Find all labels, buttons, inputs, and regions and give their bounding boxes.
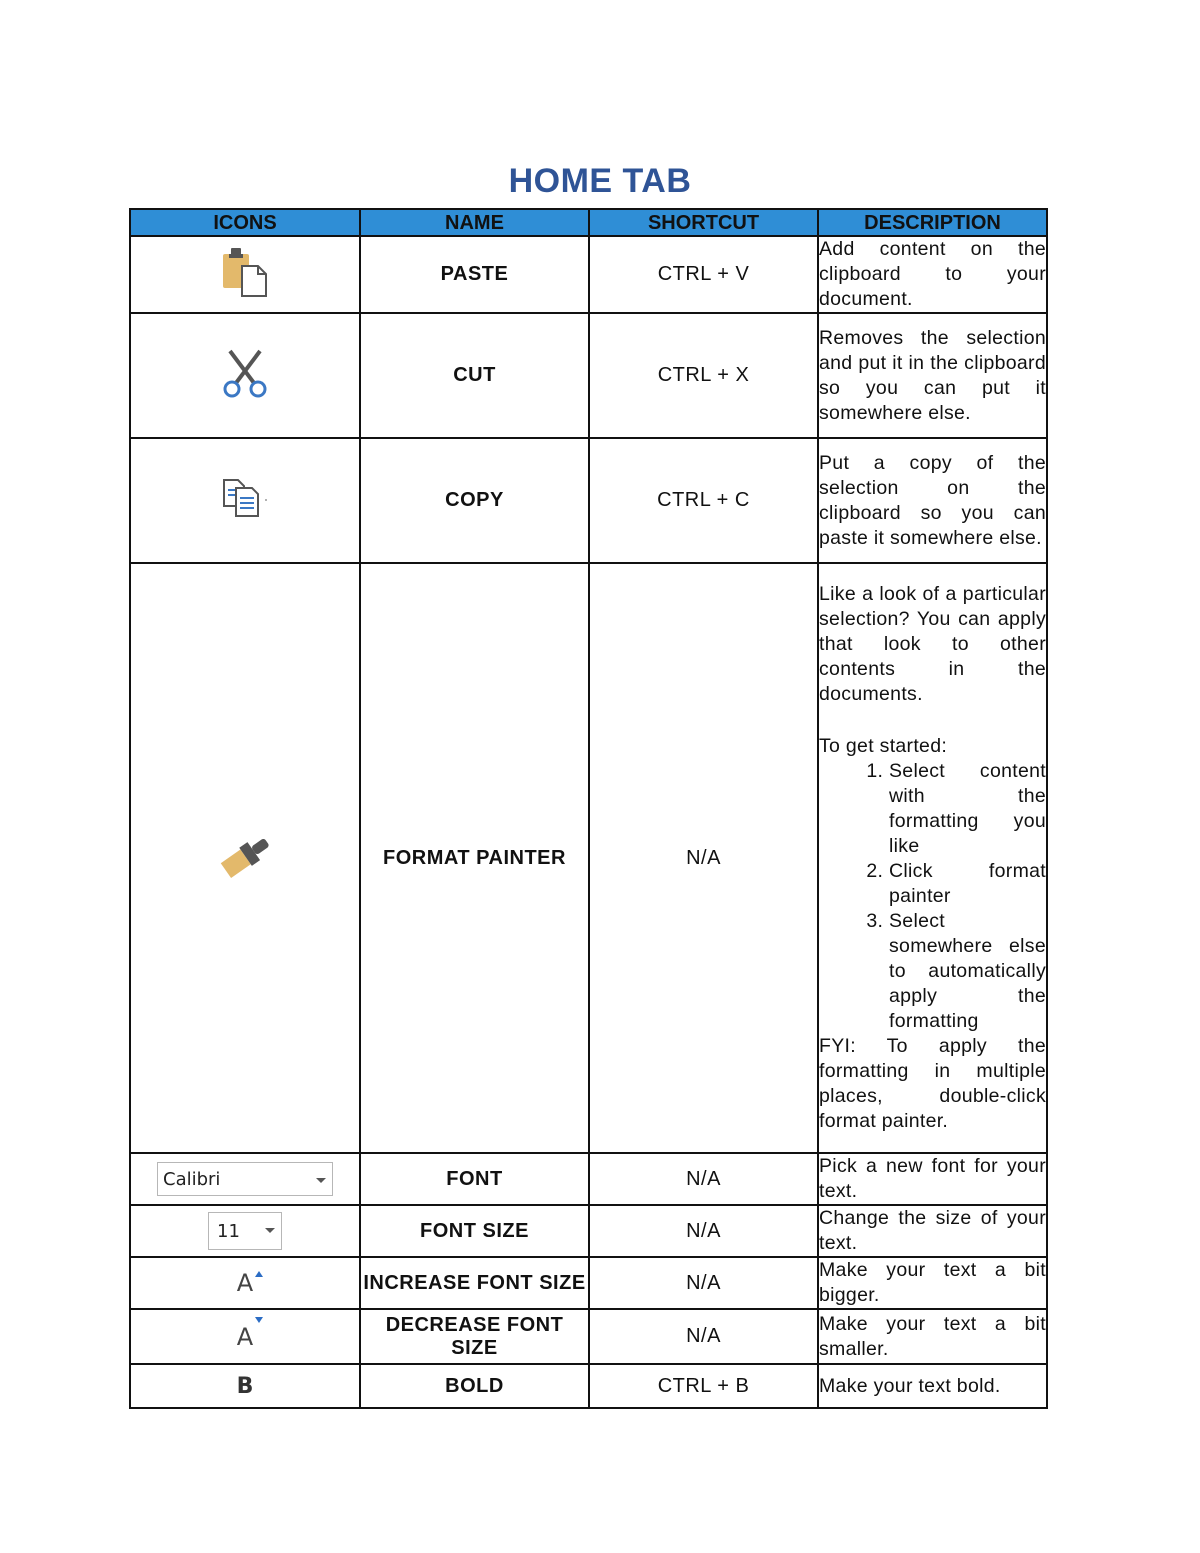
increase-font-icon xyxy=(237,1269,253,1297)
row-description: Put a copy of the selection on the clipboard so you can paste it somewhere else. xyxy=(818,438,1047,563)
icon-cell xyxy=(130,236,360,313)
table-row xyxy=(130,438,1047,563)
row-name: FONT xyxy=(360,1153,589,1205)
table-row xyxy=(130,1153,1047,1205)
decrease-font-glyph: A xyxy=(236,1322,254,1351)
copy-icon xyxy=(220,478,270,518)
bold-icon: B xyxy=(236,1373,254,1399)
font-size-dropdown xyxy=(208,1212,282,1250)
row-name: DECREASE FONT SIZE xyxy=(360,1309,589,1364)
table-row xyxy=(130,236,1047,313)
table-row xyxy=(130,1257,1047,1309)
row-name: CUT xyxy=(360,313,589,438)
icon-cell xyxy=(130,1205,360,1257)
row-name: INCREASE FONT SIZE xyxy=(360,1257,589,1309)
format-painter-icon xyxy=(215,830,275,882)
header-icons: ICONS xyxy=(130,209,360,236)
description-intro: Like a look of a particular selection? You can apply that look to other contents in the documents. xyxy=(819,583,1046,705)
increase-font-glyph: A xyxy=(236,1269,254,1297)
row-shortcut: N/A xyxy=(589,1205,818,1257)
icon-cell xyxy=(130,1364,360,1408)
row-name: FORMAT PAINTER xyxy=(360,563,589,1153)
row-description: Make your text bold. xyxy=(818,1364,1047,1408)
chevron-down-icon xyxy=(265,1228,275,1233)
table-row xyxy=(130,563,1047,1153)
down-arrow-icon xyxy=(255,1317,263,1323)
table-row xyxy=(130,1309,1047,1364)
list-item: 2. Click format painter xyxy=(889,859,1046,909)
row-shortcut: N/A xyxy=(589,1153,818,1205)
row-shortcut: CTRL + X xyxy=(589,313,818,438)
up-arrow-icon xyxy=(255,1271,263,1277)
cut-icon xyxy=(220,347,270,399)
icon-cell xyxy=(130,313,360,438)
row-shortcut: N/A xyxy=(589,1309,818,1364)
row-shortcut: N/A xyxy=(589,1257,818,1309)
header-description: DESCRIPTION xyxy=(818,209,1047,236)
icon-cell xyxy=(130,438,360,563)
description-fyi: FYI: To apply the formatting in multiple places, double-click format painter. xyxy=(819,1035,1046,1132)
row-description: Removes the selection and put it in the clipboard so you can put it somewhere else. xyxy=(818,313,1047,438)
row-description xyxy=(818,563,1047,1153)
row-shortcut: CTRL + B xyxy=(589,1364,818,1408)
row-description: Pick a new font for your text. xyxy=(818,1153,1047,1205)
home-tab-table xyxy=(129,208,1048,1409)
table-row xyxy=(130,313,1047,438)
row-shortcut: CTRL + C xyxy=(589,438,818,563)
font-dropdown xyxy=(157,1162,333,1196)
row-name: BOLD xyxy=(360,1364,589,1408)
icon-cell xyxy=(130,563,360,1153)
icon-cell xyxy=(130,1309,360,1364)
table-row xyxy=(130,1205,1047,1257)
description-lead: To get started: xyxy=(819,735,948,757)
paste-icon xyxy=(220,246,270,298)
row-name: COPY xyxy=(360,438,589,563)
row-shortcut: CTRL + V xyxy=(589,236,818,313)
row-description: Add content on the clipboard to your document. xyxy=(818,236,1047,313)
header-name: NAME xyxy=(360,209,589,236)
row-description: Change the size of your text. xyxy=(818,1205,1047,1257)
row-description: Make your text a bit smaller. xyxy=(818,1309,1047,1364)
row-name: PASTE xyxy=(360,236,589,313)
icon-cell xyxy=(130,1153,360,1205)
font-size-dropdown-value: 11 xyxy=(217,1221,240,1242)
table-row xyxy=(130,1364,1047,1408)
font-dropdown-value: Calibri xyxy=(163,1169,221,1190)
decrease-font-icon xyxy=(237,1323,253,1351)
header-shortcut: SHORTCUT xyxy=(589,209,818,236)
table-header-row xyxy=(130,209,1047,236)
row-shortcut: N/A xyxy=(589,563,818,1153)
chevron-down-icon xyxy=(316,1178,326,1183)
row-description: Make your text a bit bigger. xyxy=(818,1257,1047,1309)
page-title: HOME TAB xyxy=(508,162,692,200)
icon-cell xyxy=(130,1257,360,1309)
list-item: 1. Select content with the formatting you like xyxy=(889,759,1046,859)
steps-list xyxy=(819,759,1046,1034)
list-item: 3. Select somewhere else to automatically apply the formatting xyxy=(889,909,1046,1034)
row-name: FONT SIZE xyxy=(360,1205,589,1257)
